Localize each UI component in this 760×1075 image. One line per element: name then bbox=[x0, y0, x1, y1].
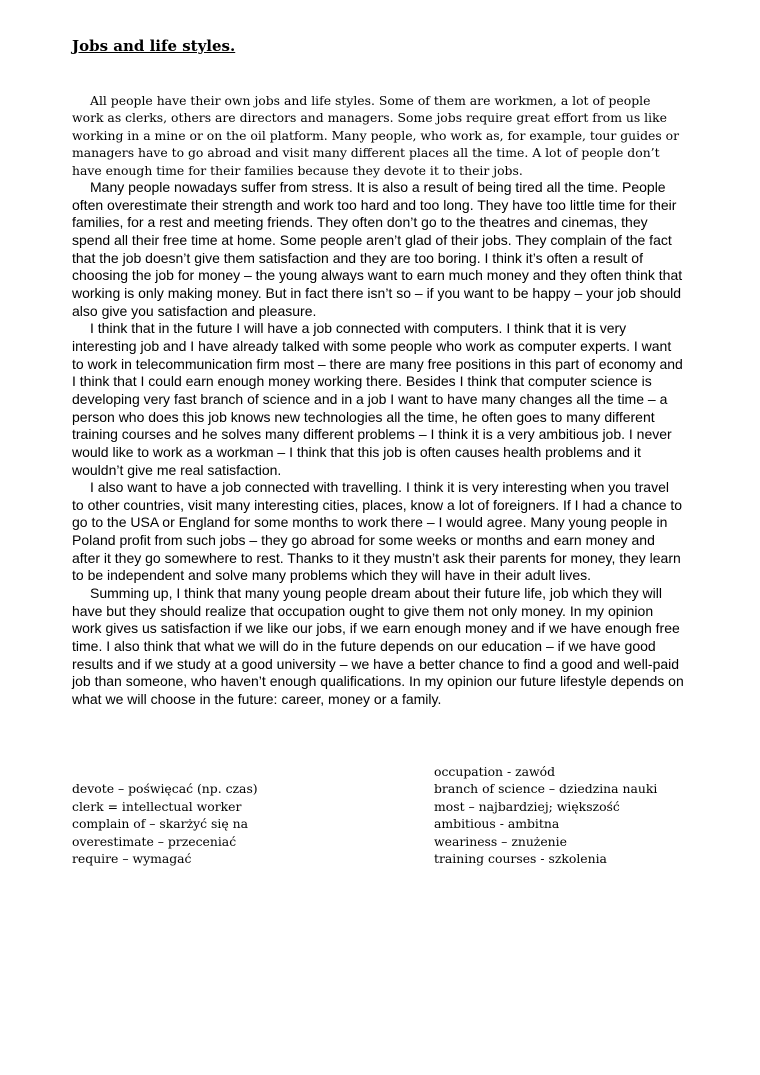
vocab-item: overestimate – przeceniać bbox=[72, 833, 237, 849]
vocab-item: branch of science – dziedzina nauki bbox=[434, 781, 658, 797]
vocab-item: clerk = intellectual worker bbox=[72, 798, 242, 814]
vocabulary-left-column bbox=[72, 780, 412, 867]
vocab-item: complain of – skarżyć się na bbox=[72, 816, 248, 832]
document-title: Jobs and life styles. bbox=[72, 37, 236, 55]
vocab-item: occupation - zawód bbox=[434, 764, 555, 779]
vocab-item: ambitious - ambitna bbox=[434, 816, 560, 832]
vocab-item: weariness – znużenie bbox=[434, 833, 567, 849]
vocab-item: require – wymagać bbox=[72, 851, 192, 867]
intro-paragraph: All people have their own jobs and life styles. Some of them are workmen, a lot of people work as clerks, others are directors and managers. Some jobs require great effort from us like working in a mine or on the oil platform. Many people, who work as, for example, tour guides or managers have to go abroad and visit many different places all the time. A lot of people don’t have enough time for their families because they devote it to their jobs. bbox=[72, 93, 680, 178]
paragraph-travelling: I also want to have a job connected with travelling. I think it is very interesting when you travel to other countries, visit many interesting cities, places, know a lot of foreigners. If I had a chance to go to the USA or England for some months to work there – I would agree. Many young people in Poland profit from such jobs – they go abroad for some weeks or months and earn money and after it they go somewhere to rest. Thanks to it they mustn’t ask their parents for money, they learn to be independent and solve many problems which they will have in their adult lives. bbox=[72, 479, 683, 584]
paragraph-summary: Summing up, I think that many young people dream about their future life, job which they will have but they should realize that occupation ought to give them not only money. In my opinion work gives us satisfaction if we like our jobs, if we earn enough money and if we have enough free time. I also think that what we will do in the future depends on our education – if we have good results and if we study at a good university – we have a better chance to find a good and well-paid job than someone, who haven’t enough qualifications. In my opinion our future lifestyle depends on what we will choose in the future: career, money or a family. bbox=[72, 585, 684, 708]
vocabulary-right-column bbox=[434, 763, 684, 867]
vocab-item: devote – poświęcać (np. czas) bbox=[72, 781, 258, 797]
vocab-item: most – najbardziej; większość bbox=[434, 798, 620, 814]
essay-body bbox=[72, 179, 684, 709]
vocab-item: training courses - szkolenia bbox=[434, 851, 607, 867]
paragraph-stress: Many people nowadays suffer from stress. It is also a result of being tired all the time. People often overestimate their strength and work too hard and too long. They have too little time for their families, for a rest and meeting friends. They often don’t go to the theatres and cinemas, they spend all their free time at home. Some people aren’t glad of their jobs. They complain of the fact that the job doesn’t give them satisfaction and they are too boring. I think it’s often a result of choosing the job for money – the young always want to earn much money and they often think that working is only making money. But in fact there isn’t so – if you want to be happy – your job should also give you satisfaction and pleasure. bbox=[72, 179, 683, 319]
paragraph-computers: I think that in the future I will have a job connected with computers. I think that it is very interesting job and I have already talked with some people who work as computer experts. I want to work in telecommunication firm most – there are many free positions in this part of economy and I think that I could earn enough money working there. Besides I think that computer science is developing very fast branch of science and in a job I want to have many changes all the time – a person who does this job knows new technologies all the time, he often goes to many different training courses and he solves many different problems – I think it is a very ambitious job. I never would like to work as a workman – I think that this job is often causes health problems and it wouldn’t give me real satisfaction. bbox=[72, 320, 683, 478]
